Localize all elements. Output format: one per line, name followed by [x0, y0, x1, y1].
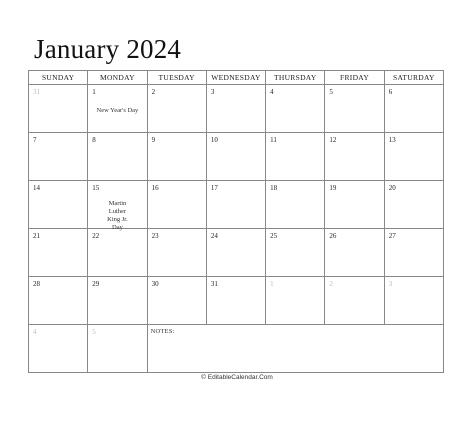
weekday-header: SUNDAY: [29, 71, 88, 85]
calendar-grid: [28, 70, 444, 373]
day-number: 3: [210, 88, 215, 96]
day-number: 5: [329, 88, 333, 96]
day-number: 8: [92, 136, 96, 144]
day-number: 2: [329, 280, 333, 288]
day-cell[interactable]: [384, 277, 443, 325]
day-number: 26: [329, 232, 337, 240]
day-cell[interactable]: [325, 133, 384, 181]
holiday-label: Martin Luther King Jr. Day: [107, 200, 128, 231]
day-number: 19: [329, 184, 337, 192]
day-number: 20: [388, 184, 396, 192]
day-number: 4: [270, 88, 274, 96]
day-number: 9: [151, 136, 156, 144]
day-cell[interactable]: [29, 85, 88, 133]
notes-cell[interactable]: [147, 325, 443, 373]
day-cell[interactable]: [88, 229, 147, 277]
day-cell[interactable]: [206, 85, 265, 133]
day-number: 12: [329, 136, 337, 144]
week-row: [29, 133, 444, 181]
day-number: 13: [388, 136, 396, 144]
day-cell[interactable]: [29, 181, 88, 229]
calendar-title: January 2024: [34, 34, 182, 64]
day-cell[interactable]: [384, 85, 443, 133]
day-number: 29: [92, 280, 100, 288]
weekday-header: MONDAY: [88, 71, 147, 85]
day-cell[interactable]: [147, 229, 206, 277]
day-cell[interactable]: [206, 181, 265, 229]
weekday-header: SATURDAY: [384, 71, 443, 85]
week-row: [29, 181, 444, 229]
day-cell[interactable]: [325, 181, 384, 229]
week-row: [29, 229, 444, 277]
day-cell[interactable]: [88, 277, 147, 325]
footer-credit: © EditableCalendar.Com: [201, 374, 273, 381]
day-cell[interactable]: [29, 325, 88, 373]
day-cell[interactable]: [29, 133, 88, 181]
day-cell[interactable]: [88, 325, 147, 373]
day-number: 10: [210, 136, 218, 144]
day-cell[interactable]: [88, 133, 147, 181]
day-number: 4: [33, 328, 37, 336]
day-number: 24: [210, 232, 218, 240]
day-number: 15: [92, 184, 100, 192]
day-number: 5: [92, 328, 96, 336]
day-number: 23: [151, 232, 159, 240]
day-number: 2: [151, 88, 156, 96]
day-cell[interactable]: [384, 133, 443, 181]
day-cell[interactable]: [206, 133, 265, 181]
day-cell[interactable]: [325, 229, 384, 277]
week-row: [29, 325, 444, 373]
day-number: 27: [388, 232, 396, 240]
day-number: 31: [33, 88, 40, 96]
day-cell[interactable]: [147, 85, 206, 133]
day-number: 28: [33, 280, 40, 288]
week-row: [29, 277, 444, 325]
day-cell[interactable]: [29, 277, 88, 325]
day-number: 11: [270, 136, 277, 144]
day-number: 31: [210, 280, 218, 288]
day-number: 17: [210, 184, 218, 192]
day-number: 16: [151, 184, 159, 192]
day-number: 18: [270, 184, 278, 192]
day-cell[interactable]: [266, 229, 325, 277]
day-number: 1: [92, 88, 96, 96]
day-number: 7: [33, 136, 37, 144]
day-number: 3: [388, 280, 393, 288]
holiday-label: New Year's Day: [96, 107, 139, 114]
day-cell[interactable]: [325, 85, 384, 133]
day-number: 6: [388, 88, 393, 96]
day-cell[interactable]: [266, 277, 325, 325]
day-number: 14: [33, 184, 40, 192]
weekday-header: TUESDAY: [147, 71, 206, 85]
weekday-header-row: [29, 71, 444, 85]
day-number: 22: [92, 232, 100, 240]
day-number: 30: [151, 280, 159, 288]
day-cell[interactable]: [29, 229, 88, 277]
day-cell[interactable]: [147, 181, 206, 229]
day-cell[interactable]: [206, 229, 265, 277]
day-cell[interactable]: [88, 181, 147, 229]
weekday-header: FRIDAY: [325, 71, 384, 85]
week-row: [29, 85, 444, 133]
weekday-header: WEDNESDAY: [206, 71, 265, 85]
day-number: 21: [33, 232, 40, 240]
day-number: 1: [270, 280, 274, 288]
day-cell[interactable]: [325, 277, 384, 325]
day-number: 25: [270, 232, 278, 240]
day-cell[interactable]: [266, 85, 325, 133]
day-cell[interactable]: [266, 133, 325, 181]
day-cell[interactable]: [88, 85, 147, 133]
day-cell[interactable]: [206, 277, 265, 325]
day-cell[interactable]: [384, 229, 443, 277]
day-cell[interactable]: [384, 181, 443, 229]
day-cell[interactable]: [147, 133, 206, 181]
notes-label: NOTES:: [150, 328, 175, 335]
weekday-header: THURSDAY: [266, 71, 325, 85]
day-cell[interactable]: [147, 277, 206, 325]
day-cell[interactable]: [266, 181, 325, 229]
